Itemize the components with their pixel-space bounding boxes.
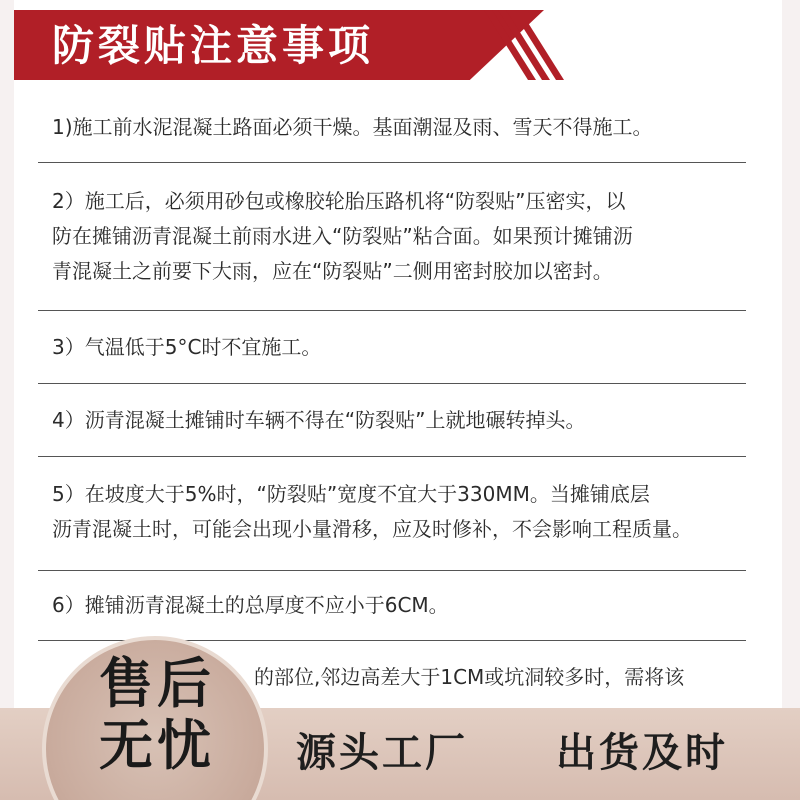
note-line: 防在摊铺沥青混凝土前雨水进入“防裂贴”粘合面。如果预计摊铺沥 — [52, 224, 633, 248]
badge-line-2: 无忧 — [99, 714, 215, 777]
note-line: 的部位,邻边高差大于1CM或坑洞较多时，需将该 — [254, 665, 685, 689]
divider — [38, 162, 746, 163]
note-line: 2）施工后，必须用砂包或橡胶轮胎压路机将“防裂贴”压密实，以 — [52, 189, 626, 213]
note-line: 4）沥青混凝土摊铺时车辆不得在“防裂贴”上就地碾转掉头。 — [52, 408, 586, 432]
page-title: 防裂贴注意事项 — [52, 21, 375, 70]
note-item-7 — [254, 660, 800, 695]
note-line: 1)施工前水泥混凝土路面必须干燥。基面潮湿及雨、雪天不得施工。 — [52, 115, 653, 139]
note-item-5 — [52, 477, 752, 547]
slogan-fast-shipping: 出货及时 — [556, 730, 728, 776]
divider — [38, 383, 746, 384]
badge-line-1: 售后 — [99, 652, 215, 715]
divider — [38, 310, 746, 311]
note-line: 3）气温低于5°C时不宜施工。 — [52, 335, 322, 359]
note-item-3 — [52, 330, 752, 365]
note-item-4 — [52, 403, 752, 438]
note-line: 沥青混凝土时，可能会出现小量滑移，应及时修补，不会影响工程质量。 — [52, 517, 692, 541]
note-line: 6）摊铺沥青混凝土的总厚度不应小于6CM。 — [52, 593, 449, 617]
note-item-6 — [52, 588, 752, 623]
note-line: 青混凝土之前要下大雨，应在“防裂贴”二侧用密封胶加以密封。 — [52, 259, 613, 283]
divider — [38, 570, 746, 571]
note-item-1 — [52, 110, 752, 145]
note-line: 5）在坡度大于5%时，“防裂贴”宽度不宜大于330MM。当摊铺底层 — [52, 482, 650, 506]
divider — [38, 456, 746, 457]
note-item-2 — [52, 184, 752, 289]
slogan-source-factory: 源头工厂 — [296, 730, 468, 776]
